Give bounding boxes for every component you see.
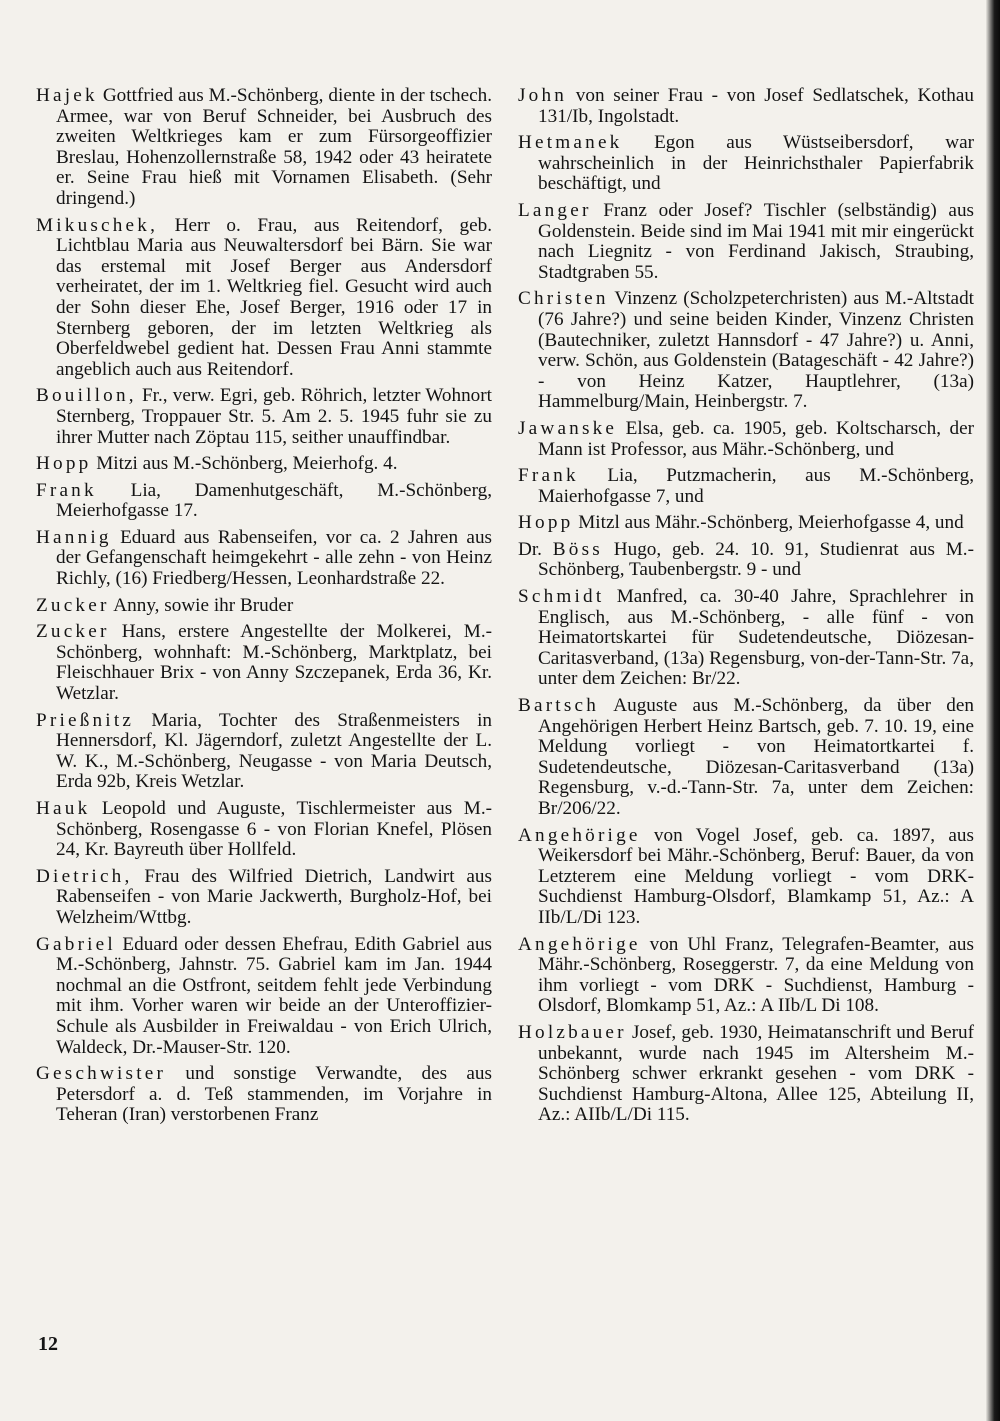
entry-text: Frau des Wilfried Dietrich, Landwirt aus Rabenseifen - von Marie Jackwerth, Burgholz-Hof, bei Welzheim/Wttbg. [56, 865, 492, 928]
entry-text: Maria, Tochter des Straßenmeisters in Hennersdorf, Kl. Jägerndorf, zuletzt Angestellte der L. W. K., M.-Schönberg, Neugasse - von Maria Deutsch, Erda 92b, Kreis Wetzlar. [56, 709, 492, 793]
entry-name: Bouillon, [36, 385, 137, 407]
entry-text: von Uhl Franz, Telegrafen-Beamter, aus Mähr.-Schönberg, Roseggerstr. 7, da eine Meldung von ihm vorliegt - vom DRK - Suchdienst, Hamburg - Olsdorf, Blomkamp 51, Az.: A IIb/L Di 108. [538, 933, 974, 1017]
entry-name: Hopp [518, 512, 574, 534]
entry-dietrich [36, 867, 492, 929]
entry-hajek [36, 86, 492, 210]
entry-john [518, 86, 974, 127]
entry-holzbauer [518, 1023, 974, 1126]
entry-name: Hopp [36, 453, 92, 475]
entry-jawanske [518, 419, 974, 460]
entry-prefix: Dr. [518, 538, 542, 560]
entry-text: Egon aus Wüstseibersdorf, war wahrscheinlich in der Heinrichsthaler Papierfabrik beschäftigt, und [538, 132, 974, 195]
entry-text: Eduard oder dessen Ehefrau, Edith Gabriel aus M.-Schönberg, Jahnstr. 75. Gabriel kam im Jan. 1944 nochmal an die Ostfront, seitdem fehlt jede Verbindung mit ihm. Vorher waren wir beide an der Unteroffizier-Schule als Ausbilder in Freiwaldau - von Erich Ulrich, Waldeck, Dr.-Mauser-Str. 120. [56, 933, 493, 1058]
entry-geschwister [36, 1064, 492, 1126]
entry-text: Fr., verw. Egri, geb. Röhrich, letzter Wohnort Sternberg, Troppauer Str. 5. Am 2. 5. 1945 fuhr sie zu ihrer Mutter nach Zöptau 115, seither unauffindbar. [56, 385, 492, 448]
entry-name: Bartsch [518, 695, 600, 717]
entry-name: Christen [518, 288, 609, 310]
right-column [518, 86, 974, 1132]
entry-text: Manfred, ca. 30-40 Jahre, Sprachlehrer in Englisch, aus M.-Schönberg, - alle fünf - von Heimatortskartei für Sudetendeutsche, Diözesan-Caritasverband, (13a) Regensburg, von-der-Tann-Str. 7a, unter dem Zeichen: Br/22. [538, 586, 974, 690]
entry-text: Gottfried aus M.-Schönberg, diente in der tschech. Armee, war von Beruf Schneider, bei Ausbruch des zweiten Weltkrieges kam er zum Fürsorgeoffizier Breslau, Hohenzollernstraße 58, 1942 oder 43 heiratete er. Seine Frau hieß mit Vornamen Elisabeth. (Sehr dringend.) [56, 85, 492, 209]
entry-hopp-mitzl [518, 513, 974, 534]
entry-priessnitz [36, 711, 492, 793]
entry-name: Zucker [36, 594, 110, 616]
entry-angehoerige-vogel [518, 826, 974, 929]
entry-langer [518, 201, 974, 283]
entry-name: Frank [518, 465, 579, 487]
entry-christen [518, 289, 974, 413]
entry-zucker-hans [36, 622, 492, 704]
entry-bartsch [518, 696, 974, 820]
entry-name: Gabriel [36, 933, 116, 955]
entry-hopp [36, 454, 492, 475]
entry-frank-lia [518, 466, 974, 507]
entry-name: Langer [518, 199, 592, 221]
page-edge-shadow [986, 0, 1000, 1421]
left-column [36, 86, 492, 1132]
entry-name: Holzbauer [518, 1021, 627, 1043]
entry-name: Geschwister [36, 1063, 167, 1085]
entry-text: Herr o. Frau, aus Reitendorf, geb. Lichtblau Maria aus Neuwaltersdorf bei Bärn. Sie war das erstemal mit Josef Berger aus Andersdorf verheiratet, der im 1. Weltkrieg fiel. Gesucht wird auch der Sohn dieser Ehe, Josef Berger, 1916 oder 17 in Sternberg geboren, der im letzten Weltkrieg als Oberfeldwebel gedient hat. Dessen Frau Anni stammte angeblich auch aus Reitendorf. [56, 214, 492, 380]
entry-name: Jawanske [518, 417, 618, 439]
entry-name: John [518, 85, 568, 106]
entry-boess [518, 540, 974, 581]
entry-name: Angehörige [518, 824, 641, 846]
entry-zucker-anny [36, 596, 492, 617]
entry-text: Eduard aus Rabenseifen, vor ca. 2 Jahren aus der Gefangenschaft heimgekehrt - alle zehn - von Heinz Richly, (16) Friedberg/Hessen, Leonhardstraße 22. [56, 526, 492, 590]
entry-text: Hugo, geb. 24. 10. 91, Studienrat aus M.-Schönberg, Taubenbergstr. 9 - und [538, 538, 974, 581]
entry-name: Zucker [36, 621, 110, 643]
entry-name: Schmidt [518, 586, 605, 608]
entry-text: Mitzl aus Mähr.-Schönberg, Meierhofgasse 4, und [578, 512, 964, 534]
entry-text: Franz oder Josef? Tischler (selbständig) aus Goldenstein. Beide sind im Mai 1941 mit mir eingerückt nach Liegnitz - von Ferdinand Jakisch, Straubing, Stadtgraben 55. [538, 199, 975, 283]
entry-text: von seiner Frau - von Josef Sedlatschek, Kothau 131/Ib, Ingolstadt. [538, 85, 974, 127]
entry-name: Hetmanek [518, 132, 623, 154]
entry-name: Angehörige [518, 933, 641, 955]
entry-name: Hauk [36, 798, 91, 819]
entry-text: Mitzi aus M.-Schönberg, Meierhofg. 4. [96, 453, 398, 475]
entry-frank [36, 481, 492, 522]
page-number: 12 [38, 1333, 58, 1355]
entry-hannig [36, 528, 492, 590]
entry-text: und sonstige Verwandte, des aus Petersdorf a. d. Teß stammenden, im Vorjahre in Teheran (Iran) verstorbenen Franz [56, 1063, 492, 1126]
entry-text: Hans, erstere Angestellte der Molkerei, M.-Schönberg, wohnhaft: M.-Schönberg, Marktplatz, bei Fleischhauer Brix - von Anny Szczepanek, Erda 36, Kr. Wetzlar. [56, 621, 492, 705]
entry-text: Josef, geb. 1930, Heimatanschrift und Beruf unbekannt, wurde nach 1945 im Altersheim M.-Schönberg schwer erkrankt gesehen - vom DRK - Suchdienst Hamburg-Altona, Allee 125, Abteilung II, Az.: AIIb/L/Di 115. [538, 1021, 974, 1126]
entry-text: Elsa, geb. ca. 1905, geb. Koltscharsch, der Mann ist Professor, aus Mähr.-Schönberg, und [538, 417, 974, 460]
entry-name: Mikuschek, [36, 214, 159, 236]
entry-hetmanek [518, 133, 974, 195]
entry-name: Böss [552, 538, 603, 560]
entry-text: Lia, Damenhutgeschäft, M.-Schönberg, Meierhofgasse 17. [56, 479, 493, 522]
entry-angehoerige-uhl [518, 935, 974, 1017]
entry-bouillon [36, 386, 492, 448]
entry-text: Vinzenz (Scholzpeterchristen) aus M.-Altstadt (76 Jahre?) und seine beiden Kinder, Vinzenz Christen (Bautechniker, zuletzt Hannsdorf - 47 Jahre?) u. Anni, verw. Schön, aus Goldenstein (Batageschäft - 42 Jahre?) - von Heinz Katzer, Hauptlehrer, (13a) Hammelburg/Main, Heinbergstr. 7. [538, 288, 974, 413]
entry-text: Auguste aus M.-Schönberg, da über den Angehörigen Herbert Heinz Bartsch, geb. 7. 10. 19, eine Meldung vorliegt - von Heimatortkartei f. Sudetendeutsche, Diözesan-Caritasverband (13a) Regensburg, v.-d.-Tann-Str. 7a, unter dem Zeichen: Br/206/22. [538, 695, 974, 819]
entry-text: Lia, Putzmacherin, aus M.-Schönberg, Maierhofgasse 7, und [538, 465, 974, 507]
entry-text: von Vogel Josef, geb. ca. 1897, aus Weikersdorf bei Mähr.-Schönberg, Beruf: Bauer, da von Letzterem eine Meldung vorliegt - vom DRK-Suchdienst Hamburg-Olsdorf, Blamkamp 51, Az.: A IIb/L/Di 123. [538, 824, 974, 928]
entry-mikuschek [36, 216, 492, 381]
entry-text: Leopold und Auguste, Tischlermeister aus M.-Schönberg, Rosengasse 6 - von Florian Knefel, Plösen 24, Kr. Bayreuth über Hollfeld. [56, 798, 492, 861]
entry-name: Dietrich, [36, 865, 133, 887]
entry-hauk [36, 799, 492, 861]
entry-name: Prießnitz [36, 709, 135, 731]
entry-gabriel [36, 935, 492, 1059]
entry-name: Hajek [36, 85, 98, 106]
entry-text: Anny, sowie ihr Bruder [113, 594, 294, 616]
entry-name: Hannig [36, 526, 112, 548]
entry-schmidt [518, 587, 974, 690]
entry-name: Frank [36, 479, 97, 501]
